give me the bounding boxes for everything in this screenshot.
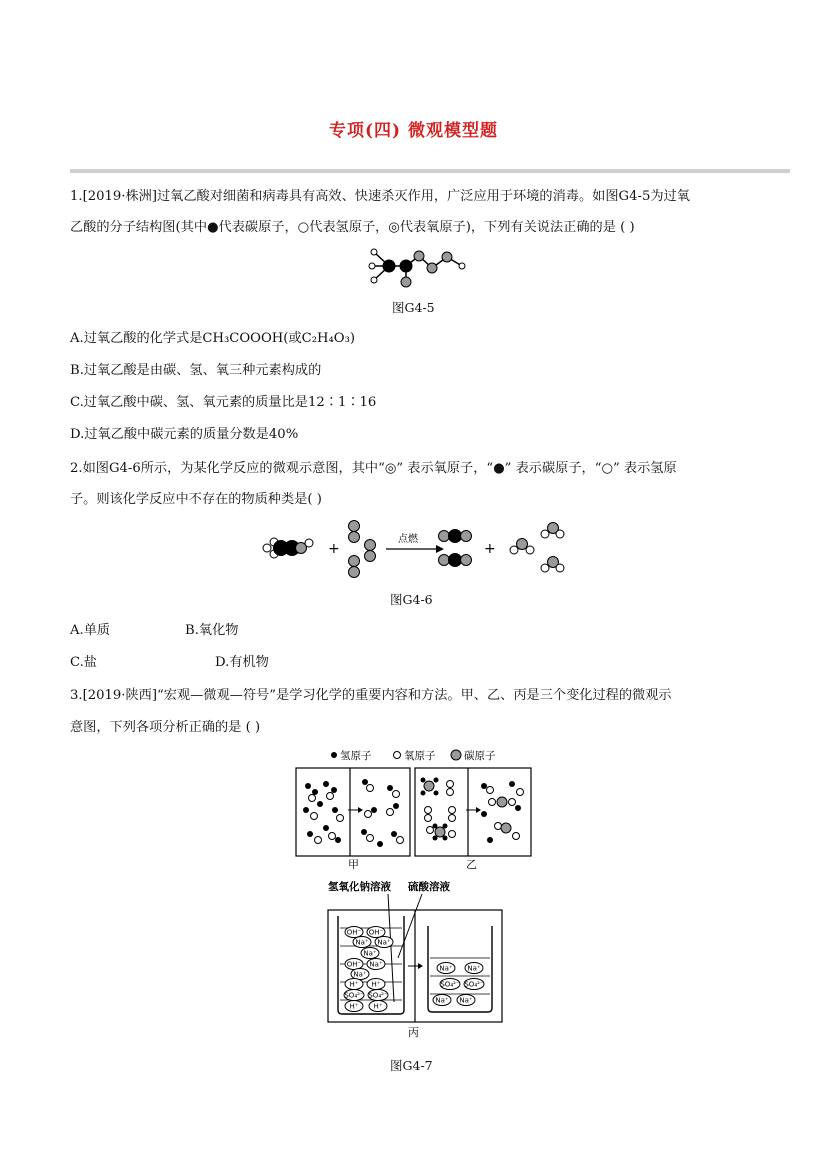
ion-right-3: SO₄²⁻ [440,980,460,989]
ion-right-1: Na⁺ [439,964,453,973]
ion-left-13: H⁺ [349,1002,359,1011]
legend-carbon: 碳原子 [464,750,496,762]
q2-option-b: B.氧化物 [185,623,239,638]
ion-left-5: Na⁺ [363,949,377,958]
arrow-label: 点燃 [398,534,418,545]
q2-stem-line1: 2.如图G4-6所示，为某化学反应的微观示意图，其中“◎” 表示氧原子，“●” 表示碳原子，“○” 表示氢原 [70,461,677,476]
ion-left-8: Na⁺ [353,970,367,979]
q2-option-d: D.有机物 [215,655,269,670]
q1-stem-line1: 1.[2019·株洲]过氧乙酸对细菌和病毒具有高效、快速杀灭作用，广泛应用于环境的消毒。如图G4-5为过氧 [70,189,690,204]
ion-left-1: OH⁻ [346,928,362,937]
ion-right-6: Na⁺ [459,996,473,1005]
q2-stem-line2: 子。则该化学反应中不存在的物质种类是( ) [70,492,322,507]
reaction-diagram-figure [258,516,570,582]
ion-left-3: Na⁺ [355,938,369,947]
q1-option-c: C.过氧乙酸中碳、氢、氧元素的质量比是12∶1∶16 [70,395,377,410]
label-naoh-solution: 氢氧化钠溶液 [328,881,391,893]
ion-left-6: OH⁻ [346,960,362,969]
ion-left-9: H⁺ [349,980,359,989]
q1-option-a: A.过氧乙酸的化学式是CH₃COOOH(或C₂H₄O₃) [70,331,356,346]
panel-label-yi: 乙 [466,858,477,871]
q2-option-a: A.单质 [70,623,111,638]
peracetic-acid-molecule-figure [366,244,470,290]
label-sulfuric-acid-solution: 硫酸溶液 [408,881,450,893]
figure-caption-g4-6: 图G4-6 [390,592,433,607]
svg-text:+: + [484,541,496,557]
q1-option-d: D.过氧乙酸中碳元素的质量分数是40% [70,427,299,442]
q3-stem-line1: 3.[2019·陕西]“宏观—微观—符号”是学习化学的重要内容和方法。甲、乙、丙是三个变化过程的微观示 [70,688,672,703]
q1-option-b: B.过氧乙酸是由碳、氢、氧三种元素构成的 [70,363,322,378]
q1-stem-line2: 乙酸的分子结构图(其中●代表碳原子，○代表氢原子，◎代表氧原子)，下列有关说法正确的是 ( ) [70,220,635,235]
ion-left-14: H⁺ [373,1002,383,1011]
title-divider [70,169,790,173]
figure-caption-g4-5: 图G4-5 [392,300,435,315]
ion-left-10: H⁺ [371,980,381,989]
page-title: 专项(四) 微观模型题 [328,121,498,141]
ion-left-2: OH⁻ [368,928,384,937]
figure-caption-g4-7: 图G4-7 [390,1058,433,1073]
legend-hydrogen: 氢原子 [340,750,372,762]
panel-label-jia: 甲 [348,858,359,871]
ion-left-7: Na⁺ [369,960,383,969]
ion-right-5: Na⁺ [435,996,449,1005]
panel-label-bing: 丙 [408,1026,419,1039]
q3-stem-line2: 意图，下列各项分析正确的是 ( ) [70,720,261,735]
q2-option-c: C.盐 [70,655,97,670]
ion-right-4: SO₄²⁻ [464,980,484,989]
ion-right-2: Na⁺ [467,964,481,973]
ion-left-4: Na⁺ [377,938,391,947]
ion-left-11: SO₄²⁻ [344,991,364,1000]
svg-text:+: + [328,541,340,557]
figure-g4-7 [290,744,540,1040]
ion-left-12: SO₄²⁻ [368,991,388,1000]
legend-oxygen: 氧原子 [404,750,436,762]
